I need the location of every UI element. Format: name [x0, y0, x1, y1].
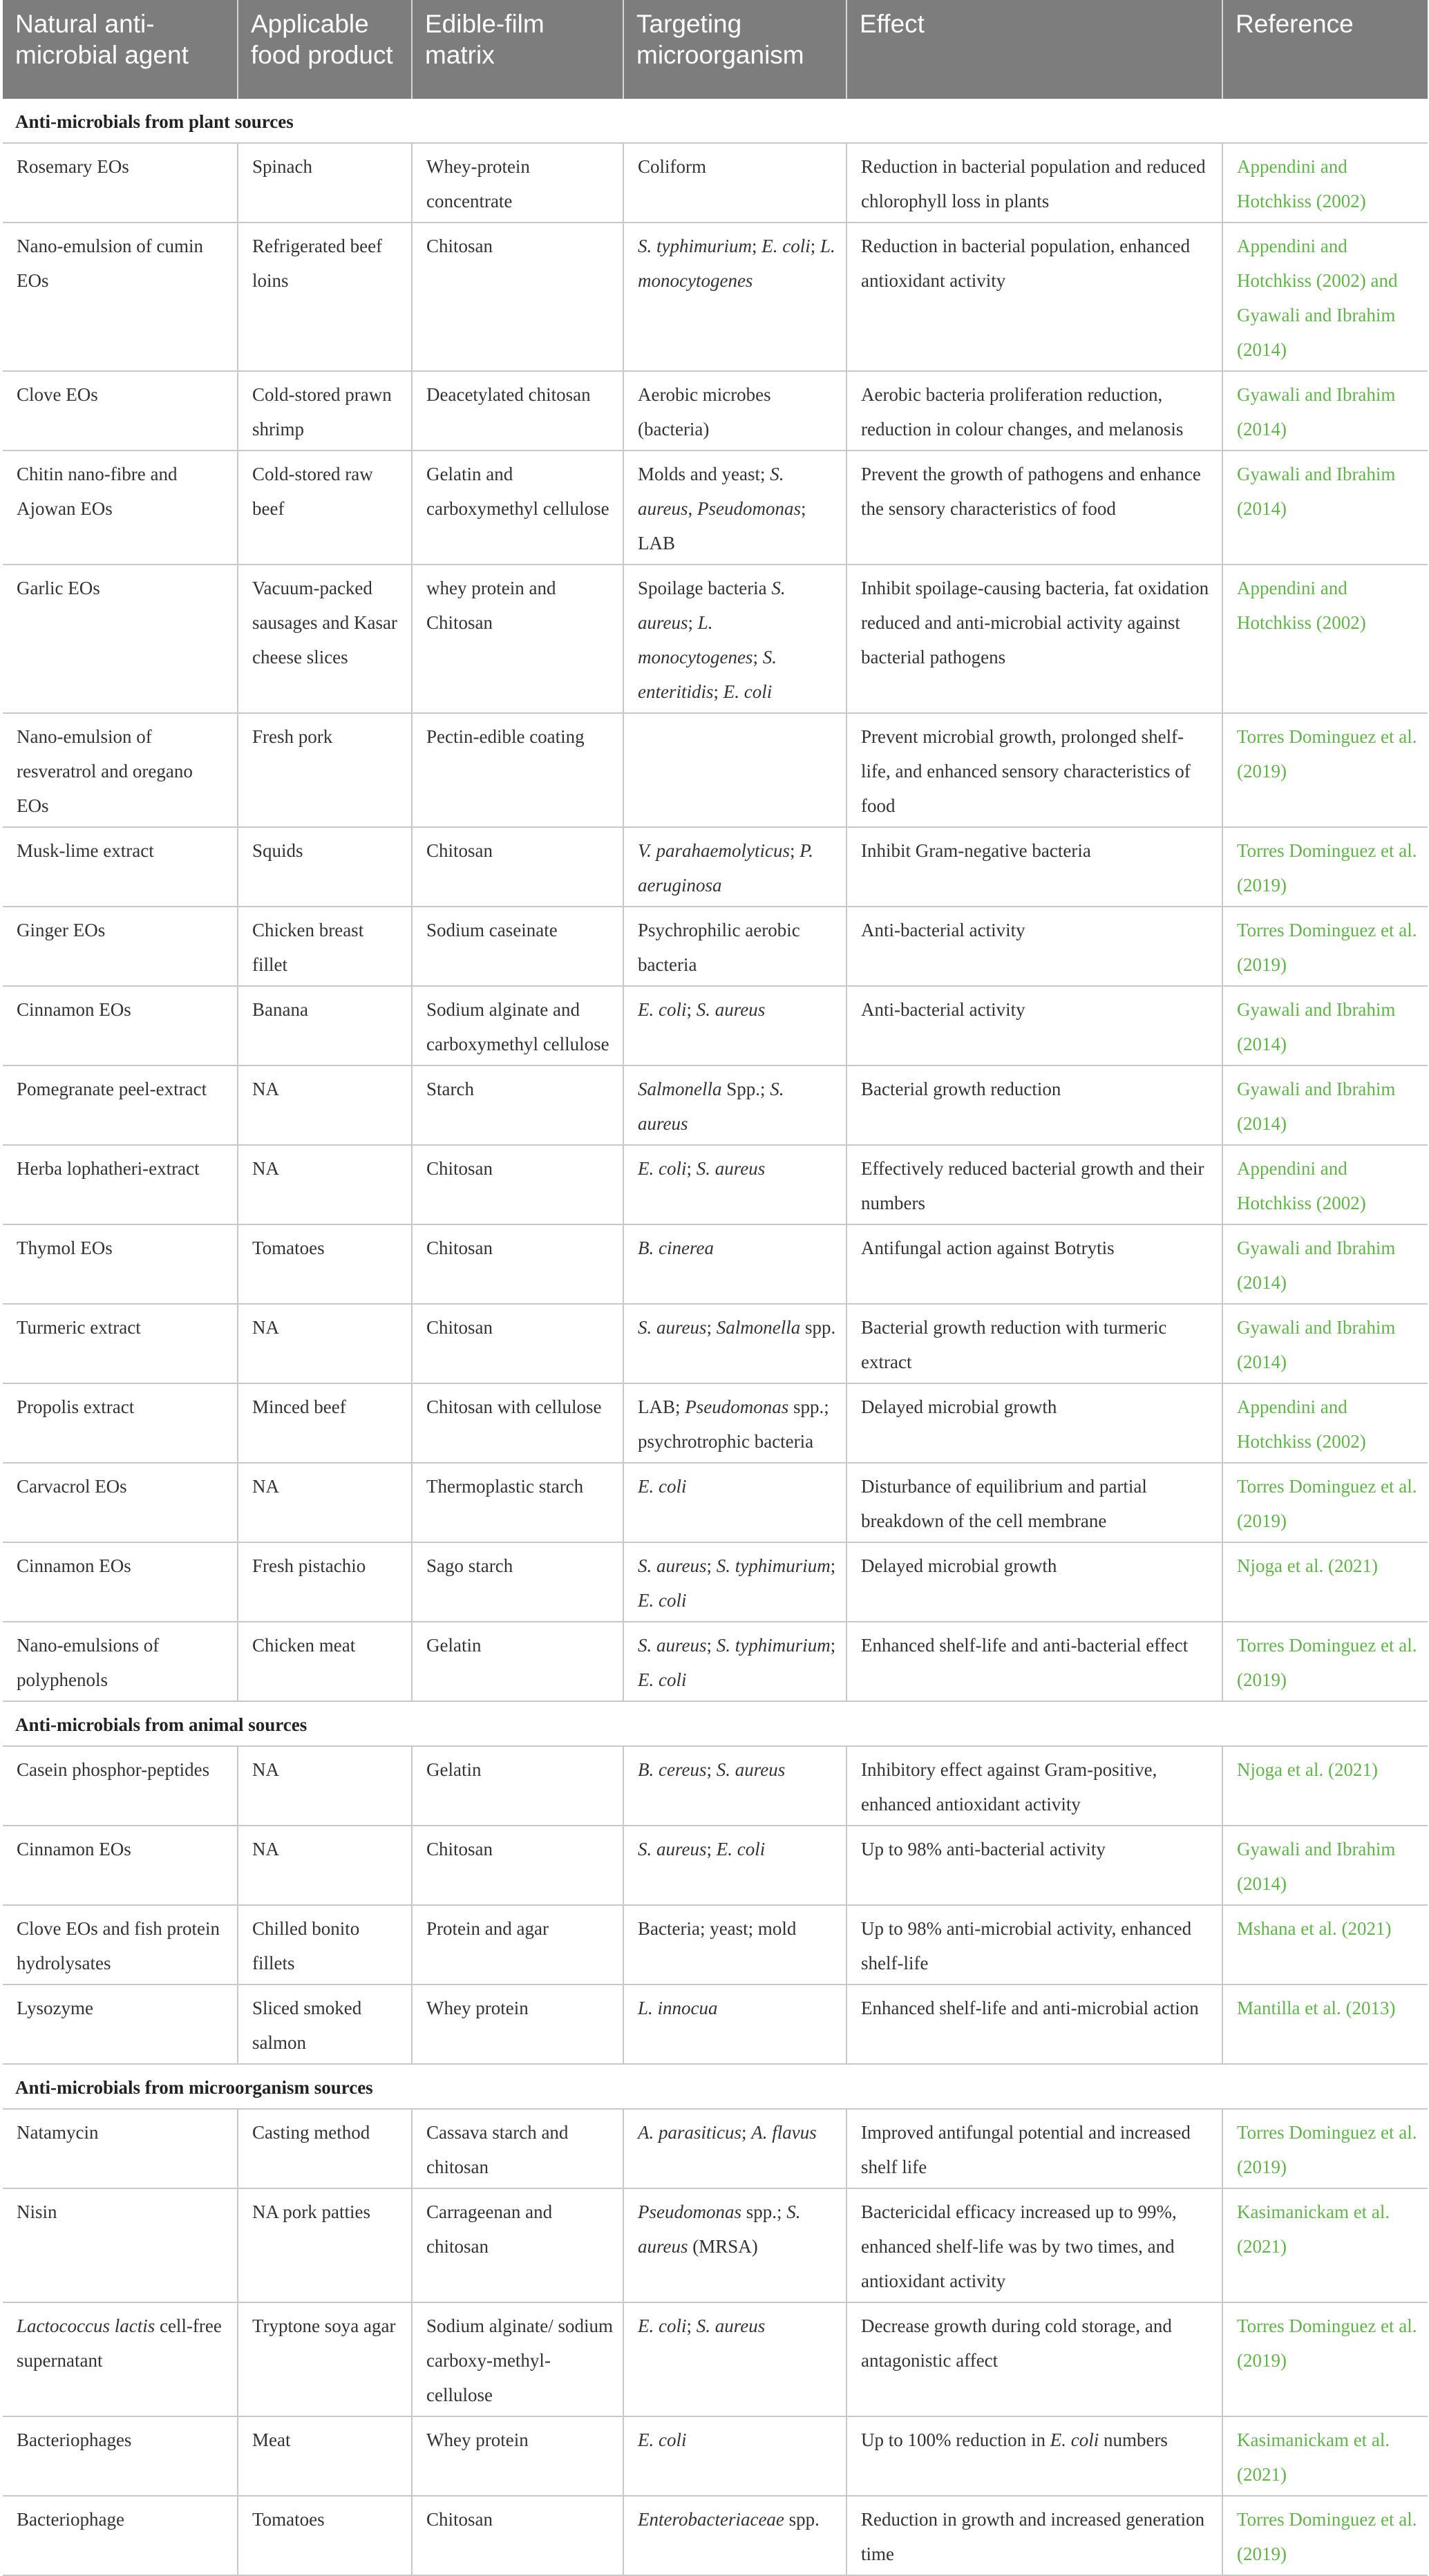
section-row	[3, 1701, 1428, 1746]
reference-cell: Gyawali and Ibrahim (2014)	[1222, 1826, 1428, 1905]
agent-cell: Lactococcus lactis cell-free supernatant	[3, 2302, 238, 2416]
reference-cell: Gyawali and Ibrahim (2014)	[1222, 1066, 1428, 1145]
agent-cell: Ginger EOs	[3, 907, 238, 986]
table-row	[3, 451, 1428, 565]
agent-cell: Carvacrol EOs	[3, 1463, 238, 1542]
reference-cell: Kasimanickam et al. (2021)	[1222, 2416, 1428, 2496]
effect-cell: Prevent the growth of pathogens and enhance the sensory characteristics of food	[846, 451, 1222, 565]
reference-cell: Torres Dominguez et al. (2019)	[1222, 2302, 1428, 2416]
microorganism-cell: Salmonella Spp.; S. aureus	[623, 1066, 846, 1145]
table-row	[3, 1622, 1428, 1701]
film-matrix-cell: Deacetylated chitosan	[412, 371, 623, 451]
table-row	[3, 986, 1428, 1066]
reference-cell: Torres Dominguez et al. (2019)	[1222, 907, 1428, 986]
food-product-cell: Tryptone soya agar	[238, 2302, 412, 2416]
microorganism-cell: A. parasiticus; A. flavus	[623, 2109, 846, 2188]
effect-cell: Inhibit Gram-negative bacteria	[846, 827, 1222, 907]
table-row	[3, 1985, 1428, 2064]
agent-cell: Bacteriophage	[3, 2496, 238, 2575]
header-effect: Effect	[846, 0, 1222, 99]
film-matrix-cell: Cassava starch and chitosan	[412, 2109, 623, 2188]
film-matrix-cell: Chitosan	[412, 1224, 623, 1304]
agent-cell: Cinnamon EOs	[3, 986, 238, 1066]
effect-cell: Antifungal action against Botrytis	[846, 1224, 1222, 1304]
film-matrix-cell: whey protein and Chitosan	[412, 565, 623, 713]
food-product-cell: Chicken meat	[238, 1622, 412, 1701]
food-product-cell: Fresh pork	[238, 713, 412, 827]
table-row	[3, 1224, 1428, 1304]
header-food-product: Applicable food product	[238, 0, 412, 99]
reference-cell: Appendini and Hotchkiss (2002) and Gyawali and Ibrahim (2014)	[1222, 222, 1428, 371]
food-product-cell: NA	[238, 1304, 412, 1383]
microorganism-cell: Pseudomonas spp.; S. aureus (MRSA)	[623, 2188, 846, 2302]
table-row	[3, 1066, 1428, 1145]
film-matrix-cell: Sodium caseinate	[412, 907, 623, 986]
effect-cell: Reduction in growth and increased generation time	[846, 2496, 1222, 2575]
film-matrix-cell: Chitosan	[412, 1826, 623, 1905]
agent-cell: Lysozyme	[3, 1985, 238, 2064]
effect-cell: Up to 98% anti-bacterial activity	[846, 1826, 1222, 1905]
agent-cell: Bacteriophages	[3, 2416, 238, 2496]
table-row	[3, 1145, 1428, 1224]
header-reference: Reference	[1222, 0, 1428, 99]
table-row	[3, 907, 1428, 986]
food-product-cell: Refrigerated beef loins	[238, 222, 412, 371]
header-microorganism: Targeting microorganism	[623, 0, 846, 99]
table-row	[3, 1383, 1428, 1463]
microorganism-cell: B. cereus; S. aureus	[623, 1746, 846, 1826]
agent-cell: Clove EOs	[3, 371, 238, 451]
microorganism-cell: S. aureus; E. coli	[623, 1826, 846, 1905]
agent-cell: Natamycin	[3, 2109, 238, 2188]
food-product-cell: Tomatoes	[238, 2496, 412, 2575]
microorganism-cell: E. coli; S. aureus	[623, 1145, 846, 1224]
food-product-cell: Banana	[238, 986, 412, 1066]
film-matrix-cell: Pectin-edible coating	[412, 713, 623, 827]
microorganism-cell: S. aureus; S. typhimurium; E. coli	[623, 1622, 846, 1701]
table-row	[3, 1746, 1428, 1826]
table-row	[3, 565, 1428, 713]
film-matrix-cell: Sodium alginate and carboxymethyl cellulose	[412, 986, 623, 1066]
microorganism-cell: E. coli; S. aureus	[623, 2302, 846, 2416]
film-matrix-cell: Whey protein	[412, 1985, 623, 2064]
table-row	[3, 1905, 1428, 1985]
food-product-cell: Tomatoes	[238, 1224, 412, 1304]
agent-cell: Nisin	[3, 2188, 238, 2302]
microorganism-cell: LAB; Pseudomonas spp.; psychrotrophic bacteria	[623, 1383, 846, 1463]
effect-cell: Enhanced shelf-life and anti-bacterial effect	[846, 1622, 1222, 1701]
food-product-cell: Squids	[238, 827, 412, 907]
agent-cell: Garlic EOs	[3, 565, 238, 713]
effect-cell: Bacterial growth reduction with turmeric extract	[846, 1304, 1222, 1383]
table-row	[3, 371, 1428, 451]
agent-cell: Chitin nano-fibre and Ajowan EOs	[3, 451, 238, 565]
microorganism-cell: S. typhimurium; E. coli; L. monocytogenes	[623, 222, 846, 371]
reference-cell: Torres Dominguez et al. (2019)	[1222, 713, 1428, 827]
table-row	[3, 2302, 1428, 2416]
film-matrix-cell: Chitosan	[412, 1145, 623, 1224]
antimicrobial-table	[3, 0, 1428, 2576]
reference-cell: Gyawali and Ibrahim (2014)	[1222, 1224, 1428, 1304]
effect-cell: Delayed microbial growth	[846, 1542, 1222, 1622]
microorganism-cell: Coliform	[623, 143, 846, 222]
agent-cell: Cinnamon EOs	[3, 1826, 238, 1905]
agent-cell: Pomegranate peel-extract	[3, 1066, 238, 1145]
microorganism-cell: B. cinerea	[623, 1224, 846, 1304]
film-matrix-cell: Whey protein	[412, 2416, 623, 2496]
food-product-cell: NA pork patties	[238, 2188, 412, 2302]
film-matrix-cell: Chitosan	[412, 827, 623, 907]
agent-cell: Thymol EOs	[3, 1224, 238, 1304]
section-title: Anti-microbials from plant sources	[3, 99, 1428, 143]
effect-cell: Inhibit spoilage-causing bacteria, fat oxidation reduced and anti-microbial activity against bacterial pathogens	[846, 565, 1222, 713]
reference-cell: Appendini and Hotchkiss (2002)	[1222, 1383, 1428, 1463]
film-matrix-cell: Chitosan with cellulose	[412, 1383, 623, 1463]
agent-cell: Clove EOs and fish protein hydrolysates	[3, 1905, 238, 1985]
microorganism-cell: Molds and yeast; S. aureus, Pseudomonas; LAB	[623, 451, 846, 565]
film-matrix-cell: Gelatin and carboxymethyl cellulose	[412, 451, 623, 565]
reference-cell: Torres Dominguez et al. (2019)	[1222, 2496, 1428, 2575]
microorganism-cell: S. aureus; S. typhimurium; E. coli	[623, 1542, 846, 1622]
food-product-cell: NA	[238, 1463, 412, 1542]
food-product-cell: Chicken breast fillet	[238, 907, 412, 986]
microorganism-cell: Bacteria; yeast; mold	[623, 1905, 846, 1985]
film-matrix-cell: Thermoplastic starch	[412, 1463, 623, 1542]
microorganism-cell: E. coli	[623, 2416, 846, 2496]
agent-cell: Cinnamon EOs	[3, 1542, 238, 1622]
reference-cell: Torres Dominguez et al. (2019)	[1222, 2109, 1428, 2188]
film-matrix-cell: Chitosan	[412, 222, 623, 371]
food-product-cell: Cold-stored raw beef	[238, 451, 412, 565]
section-title: Anti-microbials from microorganism sources	[3, 2064, 1428, 2109]
microorganism-cell: V. parahaemolyticus; P. aeruginosa	[623, 827, 846, 907]
effect-cell: Disturbance of equilibrium and partial breakdown of the cell membrane	[846, 1463, 1222, 1542]
table-row	[3, 1542, 1428, 1622]
agent-cell: Nano-emulsions of polyphenols	[3, 1622, 238, 1701]
table-row	[3, 2188, 1428, 2302]
effect-cell: Reduction in bacterial population, enhanced antioxidant activity	[846, 222, 1222, 371]
microorganism-cell: L. innocua	[623, 1985, 846, 2064]
effect-cell: Anti-bacterial activity	[846, 907, 1222, 986]
effect-cell: Up to 100% reduction in E. coli numbers	[846, 2416, 1222, 2496]
microorganism-cell: E. coli	[623, 1463, 846, 1542]
food-product-cell: Sliced smoked salmon	[238, 1985, 412, 2064]
section-row	[3, 99, 1428, 143]
microorganism-cell: S. aureus; Salmonella spp.	[623, 1304, 846, 1383]
reference-cell: Mantilla et al. (2013)	[1222, 1985, 1428, 2064]
agent-cell: Rosemary EOs	[3, 143, 238, 222]
agent-cell: Nano-emulsion of cumin EOs	[3, 222, 238, 371]
reference-cell: Torres Dominguez et al. (2019)	[1222, 1463, 1428, 1542]
reference-cell: Kasimanickam et al. (2021)	[1222, 2188, 1428, 2302]
agent-cell: Musk-lime extract	[3, 827, 238, 907]
microorganism-cell: E. coli; S. aureus	[623, 986, 846, 1066]
reference-cell: Torres Dominguez et al. (2019)	[1222, 1622, 1428, 1701]
reference-cell: Njoga et al. (2021)	[1222, 1542, 1428, 1622]
film-matrix-cell: Gelatin	[412, 1746, 623, 1826]
food-product-cell: Vacuum-packed sausages and Kasar cheese slices	[238, 565, 412, 713]
food-product-cell: NA	[238, 1066, 412, 1145]
table-row	[3, 1463, 1428, 1542]
microorganism-cell	[623, 713, 846, 827]
table-row	[3, 827, 1428, 907]
table-row	[3, 2416, 1428, 2496]
table-row	[3, 222, 1428, 371]
film-matrix-cell: Whey-protein concentrate	[412, 143, 623, 222]
header-film-matrix: Edible-film matrix	[412, 0, 623, 99]
effect-cell: Anti-bacterial activity	[846, 986, 1222, 1066]
reference-cell: Gyawali and Ibrahim (2014)	[1222, 1304, 1428, 1383]
effect-cell: Up to 98% anti-microbial activity, enhanced shelf-life	[846, 1905, 1222, 1985]
film-matrix-cell: Sago starch	[412, 1542, 623, 1622]
table-row	[3, 1304, 1428, 1383]
microorganism-cell: Enterobacteriaceae spp.	[623, 2496, 846, 2575]
microorganism-cell: Aerobic microbes (bacteria)	[623, 371, 846, 451]
table-body	[3, 99, 1428, 2575]
film-matrix-cell: Sodium alginate/ sodium carboxy-methyl-cellulose	[412, 2302, 623, 2416]
agent-cell: Nano-emulsion of resveratrol and oregano EOs	[3, 713, 238, 827]
effect-cell: Decrease growth during cold storage, and antagonistic affect	[846, 2302, 1222, 2416]
food-product-cell: Minced beef	[238, 1383, 412, 1463]
food-product-cell: Casting method	[238, 2109, 412, 2188]
reference-cell: Torres Dominguez et al. (2019)	[1222, 827, 1428, 907]
food-product-cell: NA	[238, 1746, 412, 1826]
effect-cell: Effectively reduced bacterial growth and their numbers	[846, 1145, 1222, 1224]
film-matrix-cell: Chitosan	[412, 1304, 623, 1383]
food-product-cell: Meat	[238, 2416, 412, 2496]
effect-cell: Reduction in bacterial population and reduced chlorophyll loss in plants	[846, 143, 1222, 222]
header-agent: Natural anti-microbial agent	[3, 0, 238, 99]
reference-cell: Appendini and Hotchkiss (2002)	[1222, 565, 1428, 713]
reference-cell: Appendini and Hotchkiss (2002)	[1222, 143, 1428, 222]
food-product-cell: Fresh pistachio	[238, 1542, 412, 1622]
table-row	[3, 2109, 1428, 2188]
reference-cell: Njoga et al. (2021)	[1222, 1746, 1428, 1826]
table-header	[3, 0, 1428, 99]
section-title: Anti-microbials from animal sources	[3, 1701, 1428, 1746]
microorganism-cell: Psychrophilic aerobic bacteria	[623, 907, 846, 986]
header-row	[3, 0, 1428, 99]
effect-cell: Bacterial growth reduction	[846, 1066, 1222, 1145]
table-row	[3, 2496, 1428, 2575]
agent-cell: Turmeric extract	[3, 1304, 238, 1383]
table-row	[3, 1826, 1428, 1905]
film-matrix-cell: Gelatin	[412, 1622, 623, 1701]
film-matrix-cell: Carrageenan and chitosan	[412, 2188, 623, 2302]
effect-cell: Inhibitory effect against Gram-positive, enhanced antioxidant activity	[846, 1746, 1222, 1826]
reference-cell: Gyawali and Ibrahim (2014)	[1222, 986, 1428, 1066]
reference-cell: Appendini and Hotchkiss (2002)	[1222, 1145, 1428, 1224]
effect-cell: Bactericidal efficacy increased up to 99%, enhanced shelf-life was by two times, and antioxidant activity	[846, 2188, 1222, 2302]
food-product-cell: Chilled bonito fillets	[238, 1905, 412, 1985]
table-row	[3, 143, 1428, 222]
section-row	[3, 2064, 1428, 2109]
effect-cell: Delayed microbial growth	[846, 1383, 1222, 1463]
reference-cell: Gyawali and Ibrahim (2014)	[1222, 371, 1428, 451]
effect-cell: Aerobic bacteria proliferation reduction, reduction in colour changes, and melanosis	[846, 371, 1222, 451]
reference-cell: Gyawali and Ibrahim (2014)	[1222, 451, 1428, 565]
agent-cell: Casein phosphor-peptides	[3, 1746, 238, 1826]
effect-cell: Improved antifungal potential and increased shelf life	[846, 2109, 1222, 2188]
film-matrix-cell: Chitosan	[412, 2496, 623, 2575]
effect-cell: Enhanced shelf-life and anti-microbial action	[846, 1985, 1222, 2064]
agent-cell: Herba lophatheri-extract	[3, 1145, 238, 1224]
food-product-cell: Cold-stored prawn shrimp	[238, 371, 412, 451]
food-product-cell: NA	[238, 1826, 412, 1905]
film-matrix-cell: Starch	[412, 1066, 623, 1145]
microorganism-cell: Spoilage bacteria S. aureus; L. monocytogenes; S. enteritidis; E. coli	[623, 565, 846, 713]
food-product-cell: NA	[238, 1145, 412, 1224]
table-row	[3, 713, 1428, 827]
food-product-cell: Spinach	[238, 143, 412, 222]
agent-cell: Propolis extract	[3, 1383, 238, 1463]
film-matrix-cell: Protein and agar	[412, 1905, 623, 1985]
effect-cell: Prevent microbial growth, prolonged shelf-life, and enhanced sensory characteristics of food	[846, 713, 1222, 827]
reference-cell: Mshana et al. (2021)	[1222, 1905, 1428, 1985]
